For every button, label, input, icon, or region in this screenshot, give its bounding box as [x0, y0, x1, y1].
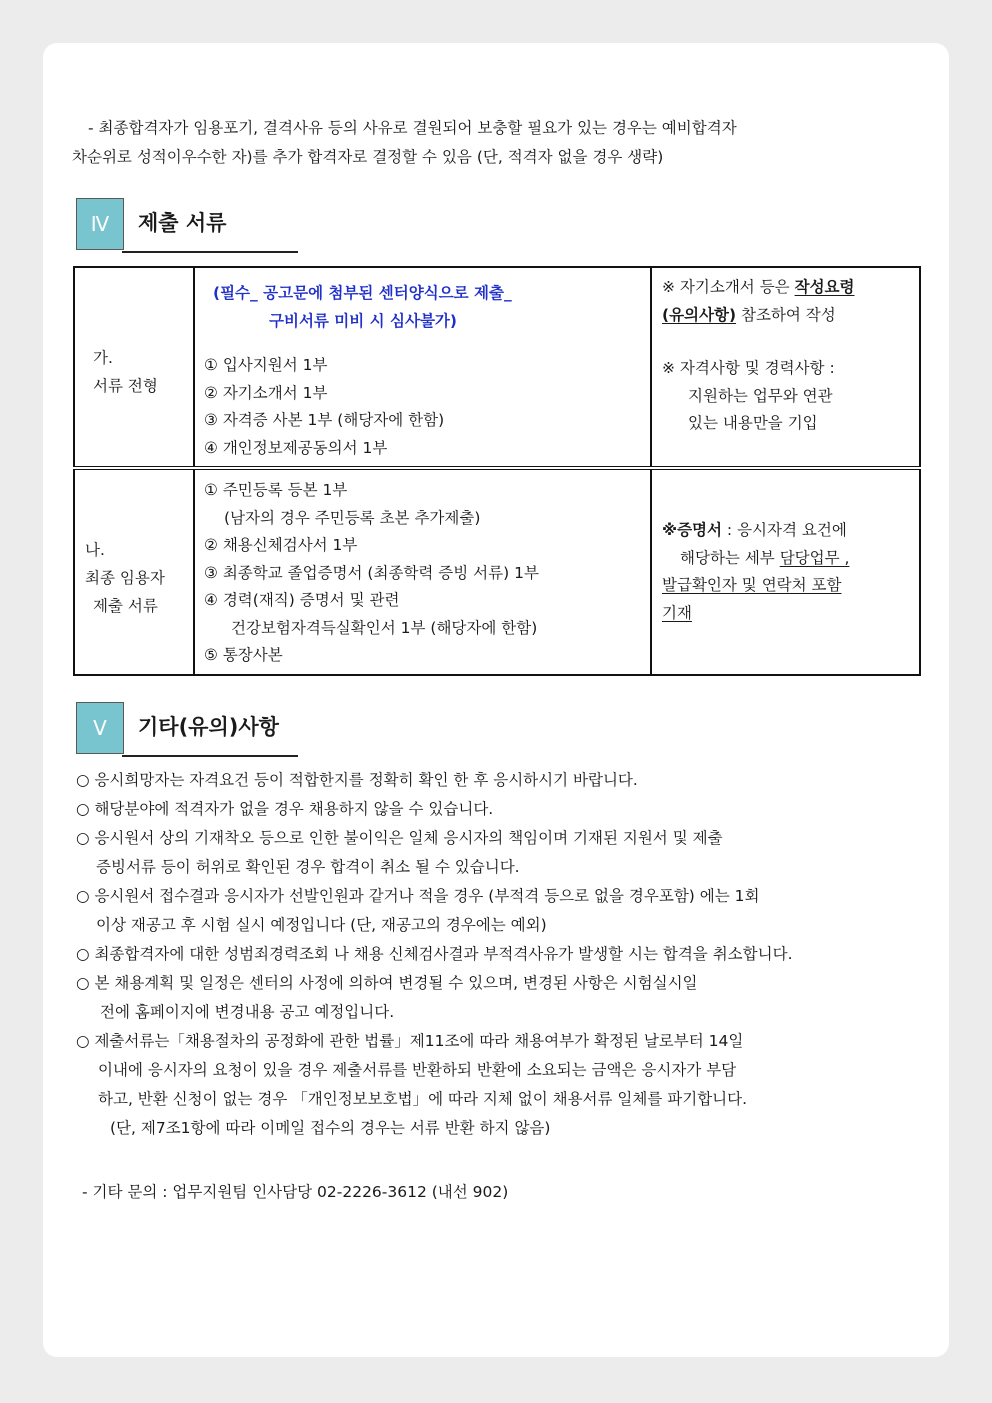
row2-note-line-2-prefix: 해당하는 세부 [680, 548, 780, 567]
contact-line: - 기타 문의 : 업무지원팀 인사담당 02-2226-3612 (내선 902) [82, 1183, 509, 1201]
row2-item-list [204, 477, 539, 670]
list-item: ③ 최종학교 졸업증명서 (최종학력 증빙 서류) 1부 [204, 563, 539, 582]
note-item: ○ 제출서류는「채용절차의 공정화에 관한 법률」제11조에 따라 채용여부가 확정된 날로부터 14일 [76, 1032, 744, 1050]
row1-notice-line-2: 구비서류 미비 시 심사불가) [269, 311, 457, 330]
row1-note-cell [651, 267, 920, 468]
list-item: ① 입사지원서 1부 [204, 356, 328, 374]
table-row-final [74, 468, 920, 675]
row2-note [662, 517, 849, 627]
row1-note-2-line-1: ※ 자격사항 및 경력사항 : [662, 359, 835, 377]
row1-note-1-underlined-a: 작성요령 [794, 278, 855, 296]
note-item-continued: (단, 제7조1항에 따라 이메일 접수의 경우는 서류 반환 하지 않음) [110, 1119, 551, 1137]
note-item-continued: 이내에 응시자의 요청이 있을 경우 제출서류를 반환하되 반환에 소요되는 금액은 응시자가 부담 [98, 1061, 737, 1079]
row2-note-line-3: 발급확인자 및 연락처 포함 [662, 576, 842, 594]
note-item: ○ 응시희망자는 자격요건 등이 적합한지를 정확히 확인 한 후 응시하시기 바랍니다. [76, 771, 638, 789]
notes-list [76, 766, 793, 1143]
row1-label-cell [74, 267, 194, 468]
note-item: ○ 해당분야에 적격자가 없을 경우 채용하지 않을 수 있습니다. [76, 800, 494, 818]
list-item: ④ 경력(재직) 증명서 및 관련 [204, 591, 400, 609]
list-item: ① 주민등록 등본 1부 [204, 481, 348, 499]
note-item-continued: 하고, 반환 신청이 없는 경우 「개인정보보호법」에 따라 지체 없이 채용서류 일체를 파기합니다. [98, 1090, 748, 1108]
note-item-continued: 증빙서류 등이 허위로 확인된 경우 합격이 취소 될 수 있습니다. [96, 858, 520, 876]
row1-note-1-prefix: ※ 자기소개서 등은 [662, 278, 795, 296]
section-5-number: Ⅴ [76, 702, 124, 754]
row2-label-text-1: 최종 임용자 [85, 569, 165, 587]
section-4-title: 제출 서류 [138, 211, 227, 235]
list-item: ⑤ 통장사본 [204, 646, 283, 664]
row1-label-number: 가. [93, 349, 113, 367]
row1-note-2-line-3: 있는 내용만을 기입 [688, 414, 818, 432]
list-item: ② 채용신체검사서 1부 [204, 536, 358, 554]
row2-label-number: 나. [85, 541, 105, 559]
row1-note-1-suffix: 참조하여 작성 [736, 305, 836, 324]
row2-label-cell [74, 468, 194, 675]
row1-notice-line-1: (필수_ 공고문에 첨부된 센터양식으로 제출_ [213, 284, 512, 302]
list-item: 건강보험자격득실확인서 1부 (해당자에 한함) [231, 618, 538, 637]
table-row-screening [74, 267, 920, 468]
note-item: ○ 본 채용계획 및 일정은 센터의 사정에 의하여 변경될 수 있으며, 변경된 사항은 시험실시일 [76, 974, 698, 992]
row2-note-line-2-underlined: 담당업무 , [779, 548, 850, 567]
list-item: ④ 개인정보제공동의서 1부 [204, 438, 388, 457]
row1-note-1 [662, 274, 855, 329]
note-item-continued: 전에 홈페이지에 변경내용 공고 예정입니다. [100, 1003, 395, 1021]
intro-line-2: 차순위로 성적이우수한 자)를 추가 합격자로 결정할 수 있음 (단, 적격자 없을 경우 생략) [72, 148, 664, 166]
row1-item-list [204, 352, 444, 462]
intro-line-1: - 최종합격자가 임용포기, 결격사유 등의 사유로 결원되어 보충할 필요가 있는 경우는 예비합격자 [88, 119, 737, 137]
row2-note-cell [651, 468, 920, 675]
note-item: ○ 최종합격자에 대한 성범죄경력조회 나 채용 신체검사결과 부적격사유가 발생할 시는 합격을 취소합니다. [76, 945, 793, 963]
row2-note-line-4: 기재 [662, 603, 692, 622]
row2-content-cell [194, 468, 651, 675]
row2-note-label: ※증명서 [662, 521, 722, 539]
list-item: ③ 자격증 사본 1부 (해당자에 한함) [204, 411, 445, 429]
row1-note-2-line-2: 지원하는 업무와 연관 [688, 386, 833, 405]
list-item: ② 자기소개서 1부 [204, 383, 328, 402]
list-item: (남자의 경우 주민등록 초본 추가제출) [224, 508, 481, 527]
note-item: ○ 응시원서 접수결과 응시자가 선발인원과 같거나 적을 경우 (부적격 등으로 없을 경우포함) 에는 1회 [76, 887, 760, 905]
section-5-header [76, 702, 300, 756]
row1-label-text: 서류 전형 [93, 377, 158, 395]
section-5-title: 기타(유의)사항 [138, 715, 279, 739]
section-4-number: Ⅳ [76, 198, 124, 250]
row1-note-2 [662, 355, 835, 438]
note-item: ○ 응시원서 상의 기재착오 등으로 인한 불이익은 일체 응시자의 책임이며 기재된 지원서 및 제출 [76, 829, 723, 847]
row1-notice [213, 280, 512, 335]
row1-note-1-underlined-b: (유의사항) [662, 305, 737, 324]
note-item-continued: 이상 재공고 후 시험 실시 예정입니다 (단, 재공고의 경우에는 예외) [96, 916, 547, 934]
row2-note-line-1: : 응시자격 요건에 [722, 521, 847, 539]
section-5-underline [122, 755, 298, 757]
row2-label-text-2: 제출 서류 [93, 597, 158, 615]
row1-content-cell [194, 267, 651, 468]
documents-table [73, 266, 921, 676]
section-4-underline [122, 251, 298, 253]
section-4-header [76, 198, 300, 252]
